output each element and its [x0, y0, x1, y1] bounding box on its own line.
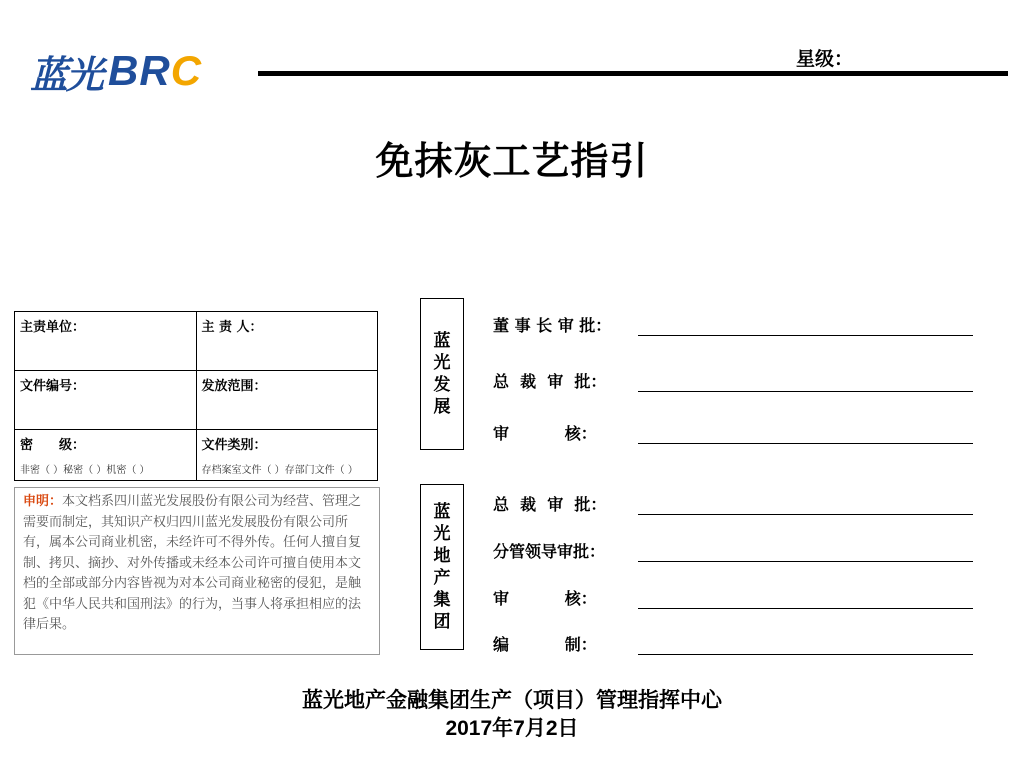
approval-row-group-review — [493, 586, 973, 610]
header-divider — [258, 71, 1008, 76]
logo-chinese-text: 蓝光 — [30, 52, 103, 97]
rating-label: 星级： — [796, 48, 854, 70]
signature-line[interactable] — [638, 561, 973, 562]
vertical-char: 集 — [433, 590, 451, 610]
document-title: 免抹灰工艺指引 — [375, 139, 649, 183]
approval-row-review — [493, 421, 973, 445]
approval-row-president — [493, 369, 973, 393]
approval-label: 董 事 长 审 批： — [493, 316, 612, 335]
file-number-cell: 文件编号： — [15, 371, 197, 430]
vertical-char: 蓝 — [433, 331, 451, 351]
confidentiality-options: 非密（ ）秘密（ ）机密（ ） — [20, 465, 150, 476]
footer-date: 2017年7月2日 — [445, 717, 579, 740]
approval-row-supervisor — [493, 539, 973, 563]
approval-label: 编 制： — [493, 635, 597, 654]
logo-en-main: BR — [108, 47, 171, 94]
approval-row-group-president — [493, 492, 973, 516]
table-row — [15, 430, 378, 481]
signature-line[interactable] — [638, 514, 973, 515]
document-info-table — [14, 311, 378, 481]
table-row — [15, 312, 378, 371]
responsible-person-cell: 主 责 人： — [196, 312, 378, 371]
logo-english-text — [108, 47, 202, 95]
vertical-char: 展 — [433, 397, 451, 417]
signature-line[interactable] — [638, 654, 973, 655]
signature-line[interactable] — [638, 391, 973, 392]
approval-label: 审 核： — [493, 424, 597, 443]
footer-organization: 蓝光地产金融集团生产（项目）管理指挥中心 — [302, 688, 722, 712]
logo-en-accent: C — [170, 47, 203, 94]
signature-line[interactable] — [638, 335, 973, 336]
declaration-box — [14, 487, 380, 655]
declaration-label: 申明： — [23, 494, 63, 509]
approval-row-compile — [493, 632, 973, 656]
responsible-unit-cell: 主责单位： — [15, 312, 197, 371]
vertical-char: 光 — [433, 353, 451, 373]
approval-label: 总 裁 审 批： — [493, 372, 607, 391]
file-category-label: 文件类别： — [201, 438, 267, 453]
company-box-development — [420, 298, 464, 450]
company-logo — [30, 46, 202, 96]
signature-line[interactable] — [638, 443, 973, 444]
confidentiality-label: 密 级： — [20, 438, 86, 453]
vertical-char: 地 — [433, 546, 451, 566]
approval-row-chairman — [493, 313, 973, 337]
approval-label: 分管领导审批： — [493, 542, 606, 561]
approval-label: 审 核： — [493, 589, 597, 608]
vertical-char: 产 — [433, 568, 451, 588]
approval-label: 总 裁 审 批： — [493, 495, 607, 514]
company-box-group — [420, 484, 464, 650]
file-category-cell — [196, 430, 378, 481]
vertical-char: 团 — [433, 612, 451, 632]
confidentiality-cell — [15, 430, 197, 481]
signature-line[interactable] — [638, 608, 973, 609]
table-row — [15, 371, 378, 430]
distribution-scope-cell: 发放范围： — [196, 371, 378, 430]
file-category-options: 存档案室文件（ ）存部门文件（ ） — [201, 465, 358, 476]
vertical-char: 蓝 — [433, 502, 451, 522]
declaration-text: 本文档系四川蓝光发展股份有限公司为经营、管理之需要而制定，其知识产权归四川蓝光发展股份有限公司所有，属本公司商业机密，未经许可不得外传。任何人擅自复制、拷贝、摘抄、对外传播或未经本公司许可擅自使用本文档的全部或部分内容皆视为对本公司商业秘密的侵犯，是触犯《中华人民共和国刑法》的行为，当事人将承担相应的法律后果。 — [23, 494, 362, 632]
vertical-char: 发 — [433, 375, 451, 395]
vertical-char: 光 — [433, 524, 451, 544]
